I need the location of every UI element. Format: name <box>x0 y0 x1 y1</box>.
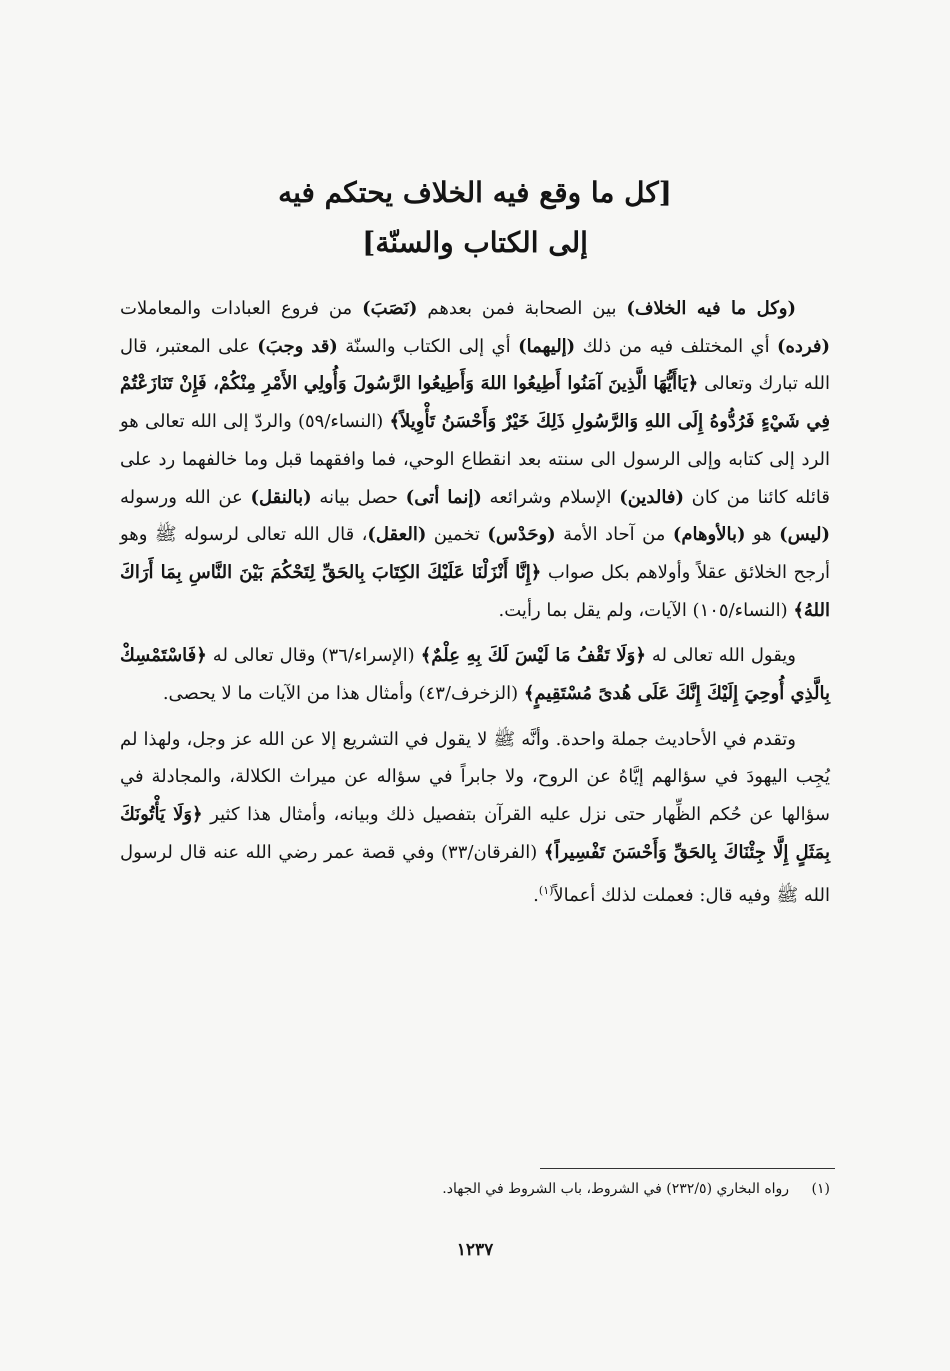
text-run: (النساء/١٠٥) الآيات، ولم يقل بما رأيت. <box>498 599 794 621</box>
paragraph <box>120 721 830 915</box>
emphasized-text: (فرده) <box>776 335 830 357</box>
section-title <box>120 168 830 268</box>
text-run: (الإسراء/٣٦) وقال تعالى له <box>206 645 421 667</box>
text-run: الإسلام وشرائعه <box>481 486 620 508</box>
emphasized-text: (وكل ما فيه الخلاف) <box>626 298 797 319</box>
text-run: . <box>533 884 539 906</box>
emphasized-text: ﴿وَلَا تَقْفُ مَا لَيْسَ لَكَ بِهِ عِلْمٌ﴾ <box>420 645 646 667</box>
text-run: هو <box>745 524 780 546</box>
text-run: تخمين <box>426 524 488 546</box>
text-run: ، قال الله تعالى لرسوله ﷺ وهو أرجح الخلائق عقلاً وأولاهم بكل صواب <box>120 524 830 583</box>
paragraph <box>120 637 830 712</box>
text-run: حصل بيانه <box>311 486 406 508</box>
text-run: (النساء/٥٩) والردّ إلى الله تعالى هو الرد إلى كتابه وإلى الرسول الى سنته بعد انقطاع الوحي، فما وافقهما قبل وما خالفهما رد على قائله كائنا من كان <box>120 411 830 508</box>
text-run: أي إلى الكتاب والسنّة <box>337 335 519 357</box>
footnote-divider <box>540 1168 835 1169</box>
text-run: على المعتبر، قال الله تبارك وتعالى <box>120 335 831 395</box>
text-run: وتقدم في الأحاديث جملة واحدة. وأنَّه ﷺ لا يقول في التشريع إلا عن الله عز وجل، ولهذا لم يُجِب اليهودَ في سؤالهم إيَّاهُ عن الروح، ولا جابراً في سؤاله عن ميراث الكلالة، والمجادلة في سؤالها عن حُكم الظِّهار حتى نزل عليه القرآن بتفصيل ذلك وبيانه، وأمثال هذا كثير <box>120 728 830 826</box>
paragraph <box>120 290 830 629</box>
emphasized-text: (إليهما) <box>518 335 576 357</box>
text-run: من فروع العبادات والمعاملات <box>120 298 363 319</box>
section-title-line-1: [كل ما وقع فيه الخلاف يحتكم فيه <box>278 176 672 209</box>
emphasized-text: (بالأوهام) <box>672 524 746 546</box>
text-run: بين الصحابة فمن بعدهم <box>417 298 627 319</box>
emphasized-text: ﴿وَلَا يَأْتُونَكَ بِمَثَلٍ إِلَّا جِئْنَاكَ بِالحَقِّ وَأَحْسَنَ تَفْسِيراً﴾ <box>120 804 830 863</box>
body-text <box>120 290 830 914</box>
emphasized-text: (العقل) <box>367 524 427 546</box>
text-run: من آحاد الأمة <box>555 524 673 546</box>
emphasized-text: (قد وجبَ) <box>257 335 338 357</box>
text-run: عن الله ورسوله <box>120 486 251 508</box>
emphasized-text: ﴿يَاأَيُّهَا الَّذِينَ آمَنُوا أَطِيعُوا اللهَ وَأَطِيعُوا الرَّسُولَ وَأُولِي الأَمْرِ مِنْكُمْ، فَإِنْ تَنَازَعْتُمْ فِي شَيْءٍ فَرُدُّوهُ إِلَى اللهِ وَالرَّسُولِ ذَلِكَ خَيْرٌ وَأَحْسَنُ تَأْوِيلاً﴾ <box>120 373 830 433</box>
text-run: أي المختلف فيه من ذلك <box>575 335 777 357</box>
footnote-number: (١) <box>811 1181 830 1197</box>
emphasized-text: (فالدين) <box>619 486 684 508</box>
footnote-reference: (١) <box>538 883 554 897</box>
text-run: (الزخرف/٤٣) وأمثال هذا من الآيات ما لا يحصى. <box>162 683 524 705</box>
emphasized-text: (نَصَبَ) <box>362 298 418 319</box>
emphasized-text: (ليس) <box>779 524 830 546</box>
section-title-line-2: إلى الكتاب والسنّة] <box>362 226 588 259</box>
emphasized-text: ﴿فَاسْتَمْسِكْ بِالَّذِي أُوحِيَ إِلَيْكَ إِنَّكَ عَلَى هُدىً مُسْتَقِيمٍ﴾ <box>120 645 830 705</box>
emphasized-text: (وحَدْس) <box>487 524 556 546</box>
text-run: ويقول الله تعالى له <box>645 645 797 667</box>
emphasized-text: (بالنقل) <box>250 486 312 508</box>
footnote <box>120 1177 830 1201</box>
page-number: ١٢٣٧ <box>456 1240 494 1260</box>
footnote-text: رواه البخاري (٢٣٢/٥) في الشروط، باب الشروط في الجهاد. <box>442 1181 790 1197</box>
emphasized-text: ﴿إِنَّا أَنْزَلْنَا عَلَيْكَ الكِتَابَ بِالحَقِّ لِتَحْكُمَ بَيْنَ النَّاسِ بِمَا أَرَاكَ اللهُ﴾ <box>120 561 830 621</box>
text-run: (الفرقان/٣٣) وفي قصة عمر رضي الله عنه قال لرسول الله ﷺ وفيه قال: فعملت لذلك أعمالاً <box>120 841 830 906</box>
emphasized-text: (إنما أتى) <box>405 486 482 508</box>
